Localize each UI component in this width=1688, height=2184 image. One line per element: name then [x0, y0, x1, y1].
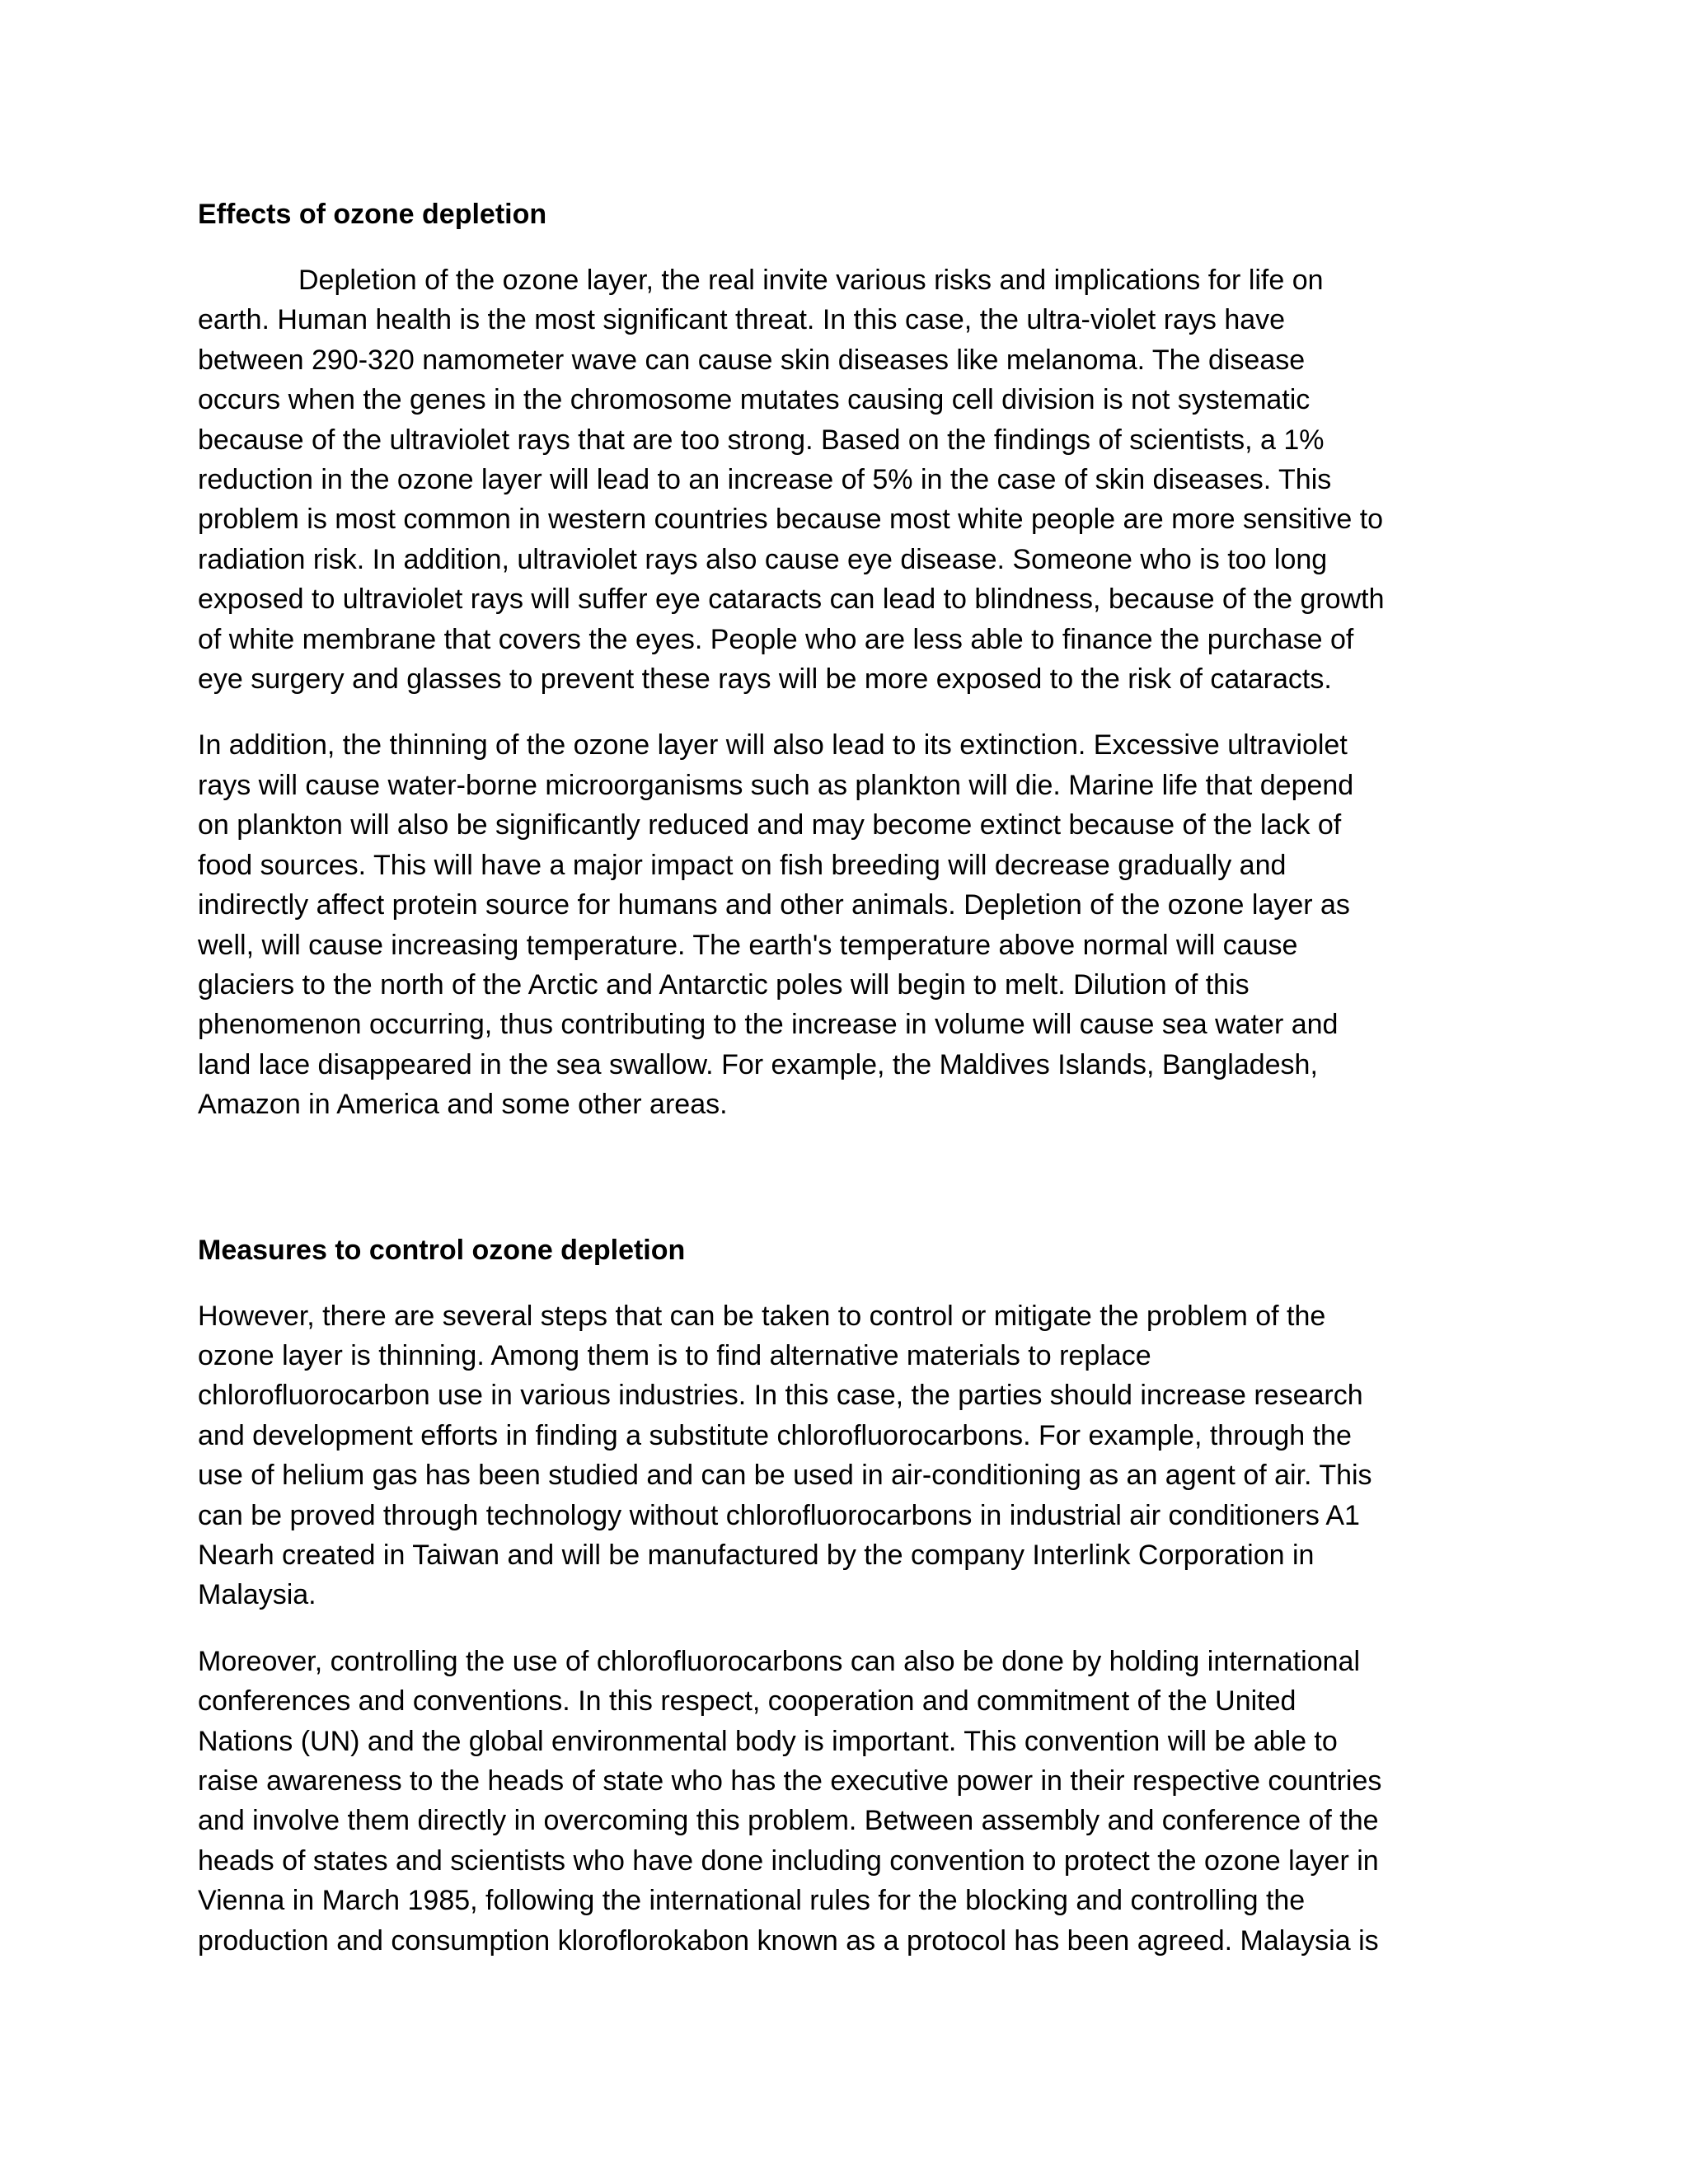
paragraph-effects-health [198, 260, 1500, 699]
text-line: Nations (UN) and the global environmental body is important. This convention will be able to [198, 1725, 1338, 1757]
text-line: problem is most common in western countries because most white people are more sensitive to [198, 504, 1384, 536]
text-line: and involve them directly in overcoming this problem. Between assembly and conference of the [198, 1805, 1379, 1837]
text-line: ozone layer is thinning. Among them is to find alternative materials to replace [198, 1339, 1151, 1371]
text-line: Depletion of the ozone layer, the real invite various risks and implications for life on [298, 265, 1324, 296]
text-line: reduction in the ozone layer will lead to an increase of 5% in the case of skin diseases. This [198, 464, 1332, 496]
text-line: glaciers to the north of the Arctic and Antarctic poles will begin to melt. Dilution of this [198, 968, 1250, 1001]
paragraph-measures-conventions [198, 1642, 1500, 1961]
text-line: earth. Human health is the most significant threat. In this case, the ultra-violet rays have [198, 304, 1286, 336]
text-line: In addition, the thinning of the ozone layer will also lead to its extinction. Excessive ultraviolet [198, 729, 1348, 762]
text-line: of white membrane that covers the eyes. People who are less able to finance the purchase of [198, 623, 1354, 655]
text-line: indirectly affect protein source for humans and other animals. Depletion of the ozone layer as [198, 889, 1350, 921]
text-line: chlorofluorocarbon use in various industries. In this case, the parties should increase research [198, 1380, 1363, 1412]
text-line: occurs when the genes in the chromosome mutates causing cell division is not systematic [198, 384, 1311, 416]
text-line: heads of states and scientists who have done including convention to protect the ozone layer in [198, 1844, 1379, 1877]
text-line: on plankton will also be significantly reduced and may become extinct because of the lack of [198, 809, 1342, 841]
paragraph-effects-environment [198, 725, 1500, 1124]
text-line: use of helium gas has been studied and can be used in air-conditioning as an agent of air. This [198, 1460, 1372, 1492]
section-heading-effects: Effects of ozone depletion [198, 199, 547, 230]
paragraph-measures-alternatives [198, 1296, 1500, 1615]
text-line: eye surgery and glasses to prevent these rays will be more exposed to the risk of cataracts. [198, 663, 1332, 696]
text-line: and development efforts in finding a substitute chlorofluorocarbons. For example, through the [198, 1419, 1352, 1451]
text-line: Nearh created in Taiwan and will be manufactured by the company Interlink Corporation in [198, 1539, 1315, 1571]
text-line: well, will cause increasing temperature. The earth's temperature above normal will cause [198, 929, 1298, 961]
text-line: Malaysia. [198, 1579, 316, 1611]
text-line: food sources. This will have a major impact on fish breeding will decrease gradually and [198, 849, 1287, 881]
text-line: can be proved through technology without chlorofluorocarbons in industrial air conditioners A1 [198, 1499, 1360, 1531]
text-line: radiation risk. In addition, ultraviolet rays also cause eye disease. Someone who is too long [198, 543, 1328, 575]
text-line: Moreover, controlling the use of chlorofluorocarbons can also be done by holding international [198, 1645, 1361, 1677]
text-line: exposed to ultraviolet rays will suffer eye cataracts can lead to blindness, because of the growth [198, 583, 1385, 616]
text-line: between 290-320 namometer wave can cause skin diseases like melanoma. The disease [198, 344, 1306, 376]
text-line: Vienna in March 1985, following the international rules for the blocking and controlling the [198, 1885, 1306, 1917]
text-line: conferences and conventions. In this respect, cooperation and commitment of the United [198, 1685, 1296, 1718]
text-line: However, there are several steps that can be taken to control or mitigate the problem of the [198, 1300, 1326, 1332]
text-line: land lace disappeared in the sea swallow. For example, the Maldives Islands, Bangladesh, [198, 1048, 1318, 1080]
section-heading-measures: Measures to control ozone depletion [198, 1234, 686, 1266]
text-line: production and consumption kloroflorokabon known as a protocol has been agreed. Malaysia is [198, 1924, 1379, 1957]
text-line: raise awareness to the heads of state who has the executive power in their respective countries [198, 1765, 1382, 1797]
text-line: because of the ultraviolet rays that are too strong. Based on the findings of scientists, a 1% [198, 424, 1325, 456]
text-line: rays will cause water-borne microorganisms such as plankton will die. Marine life that depend [198, 769, 1354, 801]
document-body [198, 194, 1500, 1987]
section-spacer [198, 1151, 1500, 1230]
text-line: Amazon in America and some other areas. [198, 1089, 728, 1121]
text-line: phenomenon occurring, thus contributing to the increase in volume will cause sea water and [198, 1009, 1339, 1041]
